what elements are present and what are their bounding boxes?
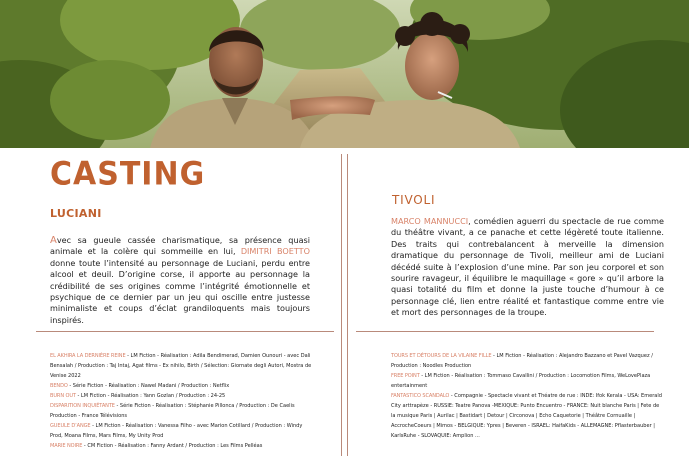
credit-item bbox=[50, 351, 312, 381]
luciani-text-2: donne toute l’intensité au personnage de Luciani, perdu entre alcool et deuil. D’origine corse, il apporte au personnage la crédibilité de ses origines comme l’intégrité émotionnelle et psychique de ce dernier par un jeu qui oscille entre justesse minimaliste et coups d’éclat grandiloquents mais toujours inspirés. bbox=[50, 257, 310, 325]
credit-item bbox=[50, 441, 312, 451]
actor-name-dimitri: DIMITRI BOETTO bbox=[240, 246, 310, 257]
tivoli-text: , comédien aguerri du spectacle de rue comme du théâtre vivant, a ce panache et cette légèreté toute italienne. Des traits qui contrebalancent à merveille la dimension dramatique du personnage de Tivoli, meilleur ami de Luciani décédé suite à l’explosion d’une mine. Par son jeu corporel et son sourire ravageur, il équilibre le maquillage « gore » qu’il arbore la quasi totalité du film et donne la juste touche d’humour à ce personnage clé, lien entre réalité et fantastique comme entre vie et mort des personnages de la troupe. bbox=[391, 216, 664, 318]
credit-title: EL AKHIRA LA DERNIÈRE REINE bbox=[50, 353, 126, 359]
actor-name-marco: MARCO MANNUCCI bbox=[391, 216, 469, 226]
credit-item bbox=[50, 401, 312, 421]
credit-text: - LM Fiction - Réalisation : Adila Bendimerad, Damien Ounouri - avec Dali Bensalah / Production : Taj Intaj, Agat films - Ex nihilo, Birth / Sélection: Giornate degli Autori, Mostra de Venise 2022 bbox=[50, 353, 312, 379]
credit-text: - Série Fiction - Réalisation : Nawel Madani / Production : Netflix bbox=[67, 383, 230, 389]
role-title-luciani: LUCIANI bbox=[50, 207, 102, 220]
credit-text: - CM Fiction - Réalisation : Fanny Ardant / Production : Les Films Pelléas bbox=[82, 443, 263, 449]
tivoli-description bbox=[391, 216, 664, 319]
credit-text: - Compagnie - Spectacle vivant et Théatre de rue : INDE: Ifok Kerala - USA: Emerald City arttrapèze - RUSSIE: Teatre Panova -MEXIQUE: Punto Encuentro - FRANCE: Nuit blanche Paris | Fete de la musique Paris | Aurilac | Bastidart | Detour | Circonova | Echo Caquetorie | Théâtre Cornuaille | AccrocheCoeurs | Mimos - BELGIQUE: Ypres | Beveren - ISRAEL: HaifaKids - ALLEMAGNE: Pflasterbauber | KarlsRuhe - SLOVAQUIE: Amplion ... bbox=[391, 393, 662, 439]
column-divider-left bbox=[341, 154, 342, 456]
hero-photo bbox=[0, 0, 689, 148]
separator-left bbox=[36, 331, 334, 332]
credit-text: - Série Fiction - Réalisation : Stéphanie Pillonca / Production : De Caelis Production - France Télévisions bbox=[50, 403, 295, 419]
tivoli-filmography bbox=[391, 351, 664, 441]
credit-item bbox=[50, 381, 312, 391]
credit-title: GUEULE D’ANGE bbox=[50, 423, 91, 429]
luciani-filmography bbox=[50, 351, 312, 451]
credit-title: TOURS ET DÉTOURS DE LA VILAINE FILLE bbox=[391, 353, 492, 359]
credit-title: BURN OUT bbox=[50, 393, 76, 399]
credit-text: - LM Fiction - Réalisation : Tommaso Cavallini / Production : Locomotion Films, WeLovePlaza entertainment bbox=[391, 373, 651, 389]
credit-title: BENDO bbox=[50, 383, 68, 389]
separator-right bbox=[356, 331, 654, 332]
luciani-text-1: vec sa gueule cassée charismatique, sa présence quasi animale et la colère qui sommeille en lui, bbox=[50, 235, 310, 257]
credit-text: - LM Fiction - Réalisation : Yann Gozlan / Production : 24-25 bbox=[75, 393, 226, 399]
credit-item bbox=[50, 421, 312, 441]
credit-text: - LM Fiction - Réalisation : Vanessa Filho - avec Marion Cotillard / Production : Windy Prod, Moana Films, Mars Films, My Unity Prod bbox=[50, 423, 303, 439]
credit-title: MARIE NOIRE bbox=[50, 443, 83, 449]
column-divider-right bbox=[347, 154, 348, 456]
role-title-tivoli: TIVOLI bbox=[392, 193, 436, 207]
movie-still-photo-icon bbox=[0, 0, 689, 148]
credit-title: FREE POINT bbox=[391, 373, 420, 379]
credit-item bbox=[391, 391, 664, 441]
dropcap: A bbox=[50, 235, 57, 246]
credit-title: FANTASTICO SCANDALO bbox=[391, 393, 450, 399]
credit-item bbox=[391, 371, 664, 391]
credit-item bbox=[50, 391, 312, 401]
luciani-description bbox=[50, 235, 310, 326]
credit-text: - LM Fiction - Réalisation : Alejandro Bazzano et Pavel Vazquez / Production : Noodles Production bbox=[391, 353, 653, 369]
credit-item bbox=[391, 351, 664, 371]
page-title: CASTING bbox=[50, 155, 206, 194]
credit-title: DISPARITION INQUIÉTANTE bbox=[50, 403, 115, 409]
